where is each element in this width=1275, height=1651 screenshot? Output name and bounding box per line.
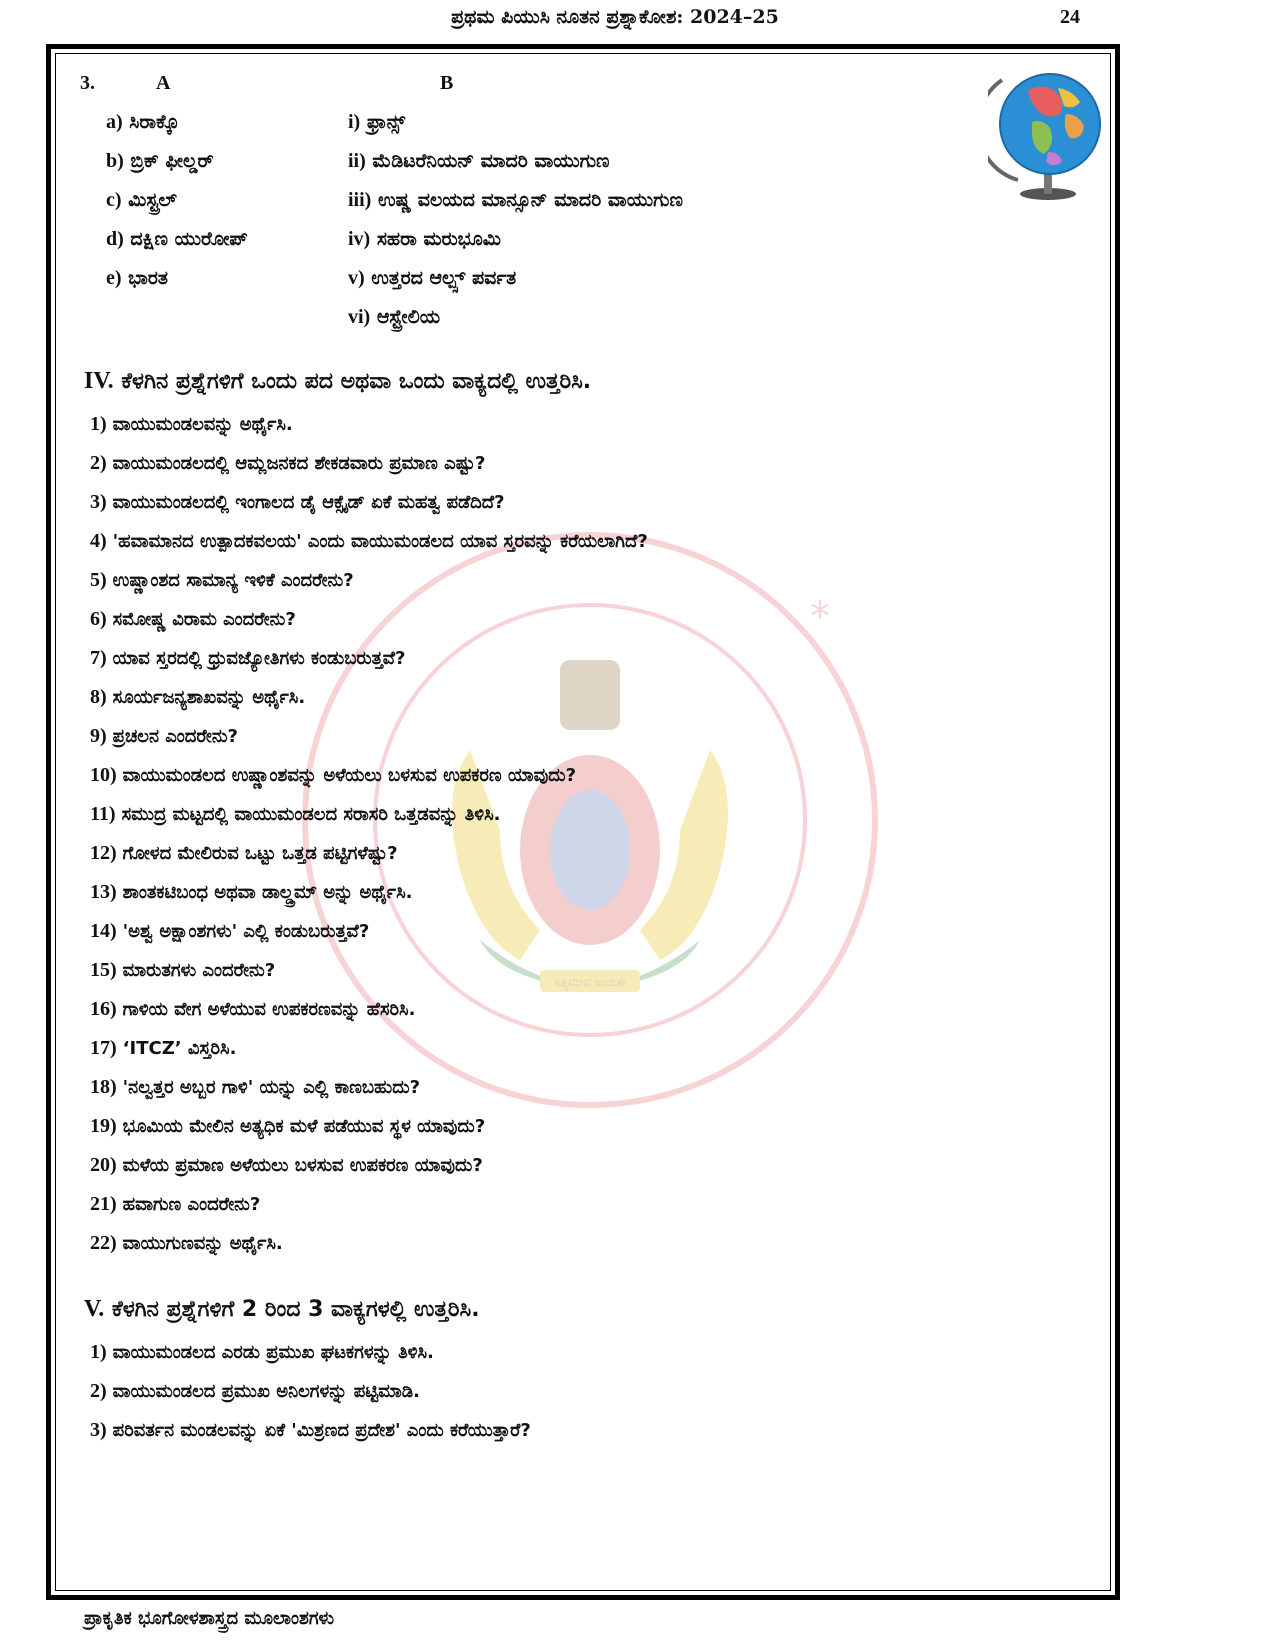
question-text: ವಾಯುಮಂಡಲದಲ್ಲಿ ಇಂಗಾಲದ ಡೈ ಆಕ್ಸೈಡ್ ಏಕೆ ಮಹತ್ವ ಪಡೆದಿದೆ? xyxy=(112,492,505,513)
match-b-item xyxy=(348,306,440,329)
match-b-text: ಫ್ರಾನ್ಸ್ xyxy=(366,111,406,133)
question-number: 16) xyxy=(90,998,117,1020)
question-3-number: 3. xyxy=(80,72,95,94)
match-b-text: ಉತ್ತರದ ಆಲ್ಪ್ಸ್ ಪರ್ವತ xyxy=(371,267,517,289)
match-a-item xyxy=(106,228,248,251)
match-a-text: ಸಿರಾಕ್ಕೊ xyxy=(129,111,180,133)
page-footer: ಪ್ರಾಕೃತಿಕ ಭೂಗೋಳಶಾಸ್ತ್ರದ ಮೂಲಾಂಶಗಳು xyxy=(84,1608,335,1629)
section-iv-numeral: IV. xyxy=(84,368,114,394)
question-item xyxy=(90,452,485,475)
question-item xyxy=(90,725,238,748)
question-text: ಯಾವ ಸ್ತರದಲ್ಲಿ ಧ್ರುವಜ್ಯೋತಿಗಳು ಕಂಡುಬರುತ್ತವೆ? xyxy=(112,648,406,669)
match-b-text: ಮೆಡಿಟರೆನಿಯನ್ ಮಾದರಿ ವಾಯುಗುಣ xyxy=(372,150,610,172)
question-item xyxy=(90,959,275,982)
watermark-star: * xyxy=(810,594,830,640)
watermark-motto: ಸತ್ಯಮೇವ ಜಯತೇ xyxy=(553,975,627,989)
match-b-label: vi) xyxy=(348,306,371,328)
section-iv-heading xyxy=(84,368,591,395)
question-item xyxy=(90,491,505,514)
question-text: ಮಾರುತಗಳು ಎಂದರೇನು? xyxy=(122,960,276,981)
question-item xyxy=(90,881,413,904)
question-item xyxy=(90,803,500,826)
question-item xyxy=(90,1341,434,1364)
question-number: 11) xyxy=(90,803,116,825)
section-v-numeral: V. xyxy=(84,1296,105,1322)
question-text: ಶಾಂತಕಟಿಬಂಧ ಅಥವಾ ಡಾಲ್ಡ್ರಮ್ ಅನ್ನು ಅರ್ಥೈಸಿ. xyxy=(122,882,413,903)
question-number: 14) xyxy=(90,920,117,942)
question-text: ವಾಯುಮಂಡಲವನ್ನು ಅರ್ಥೈಸಿ. xyxy=(112,414,293,435)
question-item xyxy=(90,1193,260,1216)
question-text: ಭೂಮಿಯ ಮೇಲಿನ ಅತ್ಯಧಿಕ ಮಳೆ ಪಡೆಯುವ ಸ್ಥಳ ಯಾವುದು? xyxy=(122,1116,486,1137)
match-b-item xyxy=(348,189,683,212)
question-item xyxy=(90,530,648,553)
match-b-label: ii) xyxy=(348,150,366,172)
question-text: ವಾಯುಗುಣವನ್ನು ಅರ್ಥೈಸಿ. xyxy=(122,1233,283,1254)
question-item xyxy=(90,608,296,631)
question-number: 3) xyxy=(90,491,107,513)
question-item xyxy=(90,920,369,943)
question-text: 'ಅಶ್ವ ಅಕ್ಷಾಂಶಗಳು' ಎಲ್ಲಿ ಕಂಡುಬರುತ್ತವೆ? xyxy=(122,921,370,942)
section-v-heading xyxy=(84,1296,480,1323)
question-text: ಮಳೆಯ ಪ್ರಮಾಣ ಅಳೆಯಲು ಬಳಸುವ ಉಪಕರಣ ಯಾವುದು? xyxy=(122,1155,483,1176)
match-a-label: c) xyxy=(106,189,122,211)
match-b-text: ಆಸ್ಟ್ರೇಲಿಯ xyxy=(376,306,441,328)
match-a-item xyxy=(106,111,179,134)
question-item xyxy=(90,1037,236,1060)
question-number: 1) xyxy=(90,413,107,435)
match-a-text: ದಕ್ಷಿಣ ಯುರೋಪ್ xyxy=(130,228,248,250)
question-item xyxy=(90,413,293,436)
question-number: 22) xyxy=(90,1232,117,1254)
question-number: 13) xyxy=(90,881,117,903)
question-text: ಸಮುದ್ರ ಮಟ್ಟದಲ್ಲಿ ವಾಯುಮಂಡಲದ ಸರಾಸರಿ ಒತ್ತಡವನ್ನು ತಿಳಿಸಿ. xyxy=(121,804,501,825)
match-a-text: ಭಾರತ xyxy=(128,267,168,289)
question-item xyxy=(90,842,398,865)
question-text: ವಾಯುಮಂಡಲದ ಎರಡು ಪ್ರಮುಖ ಘಟಕಗಳನ್ನು ತಿಳಿಸಿ. xyxy=(112,1342,434,1363)
column-a-heading: A xyxy=(156,72,171,94)
match-b-label: i) xyxy=(348,111,361,133)
question-number: 3) xyxy=(90,1419,107,1441)
question-text: ಪರಿವರ್ತನ ಮಂಡಲವನ್ನು ಏಕೆ 'ಮಿಶ್ರಣದ ಪ್ರದೇಶ' ಎಂದು ಕರೆಯುತ್ತಾರೆ? xyxy=(112,1420,531,1441)
column-b-heading: B xyxy=(440,72,454,94)
question-number: 10) xyxy=(90,764,117,786)
question-text: ಹವಾಗುಣ ಎಂದರೇನು? xyxy=(122,1194,261,1215)
question-number: 2) xyxy=(90,452,107,474)
question-item xyxy=(90,764,576,787)
question-number: 8) xyxy=(90,686,107,708)
question-text: 'ನಲ್ವತ್ತರ ಅಬ್ಬರ ಗಾಳಿ' ಯನ್ನು ಎಲ್ಲಿ ಕಾಣಬಹುದು? xyxy=(122,1077,421,1098)
question-item xyxy=(90,1419,531,1442)
match-a-text: ಮಿಸ್ಟ್ರಲ್ xyxy=(128,189,177,211)
question-item xyxy=(90,1076,420,1099)
question-text: ಗಾಳಿಯ ವೇಗ ಅಳೆಯುವ ಉಪಕರಣವನ್ನು ಹೆಸರಿಸಿ. xyxy=(122,999,416,1020)
question-number: 1) xyxy=(90,1341,107,1363)
match-b-text: ಸಹರಾ ಮರುಭೂಮಿ xyxy=(376,228,501,250)
match-a-label: e) xyxy=(106,267,122,289)
question-item xyxy=(90,1380,420,1403)
question-number: 4) xyxy=(90,530,107,552)
watermark-shield-center xyxy=(550,790,630,910)
question-number: 2) xyxy=(90,1380,107,1402)
match-b-item xyxy=(348,111,405,134)
question-text: ವಾಯುಮಂಡಲದಲ್ಲಿ ಆಮ್ಲಜನಕದ ಶೇಕಡವಾರು ಪ್ರಮಾಣ ಎಷ್ಟು? xyxy=(112,453,486,474)
section-iv-title: ಕೆಳಗಿನ ಪ್ರಶ್ನೆಗಳಿಗೆ ಒಂದು ಪದ ಅಥವಾ ಒಂದು ವಾಕ್ಯದಲ್ಲಿ ಉತ್ತರಿಸಿ. xyxy=(121,369,592,394)
question-text: 'ಹವಾಮಾನದ ಉತ್ಪಾದಕವಲಯ' ಎಂದು ವಾಯುಮಂಡಲದ ಯಾವ ಸ್ತರವನ್ನು ಕರೆಯಲಾಗಿದೆ? xyxy=(112,531,648,552)
question-number: 5) xyxy=(90,569,107,591)
match-b-label: iii) xyxy=(348,189,372,211)
match-b-item xyxy=(348,228,501,251)
question-number: 7) xyxy=(90,647,107,669)
question-number: 15) xyxy=(90,959,117,981)
question-number: 17) xyxy=(90,1037,117,1059)
question-text: ಉಷ್ಣಾಂಶದ ಸಾಮಾನ್ಯ ಇಳಿಕೆ ಎಂದರೇನು? xyxy=(112,570,354,591)
match-a-label: b) xyxy=(106,150,124,172)
question-text: ಗೋಳದ ಮೇಲಿರುವ ಒಟ್ಟು ಒತ್ತಡ ಪಟ್ಟಿಗಳೆಷ್ಟು? xyxy=(122,843,398,864)
watermark-lion-capital xyxy=(560,660,620,730)
page-number: 24 xyxy=(1060,6,1080,28)
question-text: ‘ITCZ’ ವಿಸ್ತರಿಸಿ. xyxy=(122,1038,237,1059)
match-b-label: iv) xyxy=(348,228,371,250)
match-b-label: v) xyxy=(348,267,365,289)
question-number: 20) xyxy=(90,1154,117,1176)
question-item xyxy=(90,1115,485,1138)
match-a-label: a) xyxy=(106,111,123,133)
match-a-item xyxy=(106,150,214,173)
match-b-text: ಉಷ್ಣ ವಲಯದ ಮಾನ್ಸೂನ್ ಮಾದರಿ ವಾಯುಗುಣ xyxy=(377,189,683,211)
question-text: ವಾಯುಮಂಡಲದ ಪ್ರಮುಖ ಅನಿಲಗಳನ್ನು ಪಟ್ಟಿಮಾಡಿ. xyxy=(112,1381,420,1402)
question-item xyxy=(90,998,415,1021)
question-item xyxy=(90,1232,283,1255)
question-number: 12) xyxy=(90,842,117,864)
question-item xyxy=(90,686,305,709)
match-a-text: ಬ್ರಿಕ್ ಫೀಲ್ಡರ್ xyxy=(130,150,214,172)
match-a-label: d) xyxy=(106,228,124,250)
question-text: ಸೂರ್ಯಜನ್ಯಶಾಖವನ್ನು ಅರ್ಥೈಸಿ. xyxy=(112,687,306,708)
question-number: 21) xyxy=(90,1193,117,1215)
question-number: 19) xyxy=(90,1115,117,1137)
question-number: 6) xyxy=(90,608,107,630)
question-number: 18) xyxy=(90,1076,117,1098)
question-item xyxy=(90,569,354,592)
page-header xyxy=(0,0,1275,40)
match-a-item xyxy=(106,267,168,290)
question-text: ವಾಯುಮಂಡಲದ ಉಷ್ಣಾಂಶವನ್ನು ಅಳೆಯಲು ಬಳಸುವ ಉಪಕರಣ ಯಾವುದು? xyxy=(122,765,577,786)
question-text: ಸಮೋಷ್ಣ ವಿರಾಮ ಎಂದರೇನು? xyxy=(112,609,296,630)
match-b-item xyxy=(348,267,516,290)
question-item xyxy=(90,1154,483,1177)
question-item xyxy=(90,647,405,670)
globe-icon xyxy=(988,62,1104,202)
match-b-item xyxy=(348,150,609,173)
match-a-item xyxy=(106,189,177,212)
question-number: 9) xyxy=(90,725,107,747)
section-v-title: ಕೆಳಗಿನ ಪ್ರಶ್ನೆಗಳಿಗೆ 2 ರಿಂದ 3 ವಾಕ್ಯಗಳಲ್ಲಿ ಉತ್ತರಿಸಿ. xyxy=(111,1297,480,1322)
question-text: ಪ್ರಚಲನ ಎಂದರೇನು? xyxy=(112,726,238,747)
header-title: ಪ್ರಥಮ ಪಿಯುಸಿ ನೂತನ ಪ್ರಶ್ನಾಕೋಶ: 2024–25 xyxy=(451,6,779,28)
